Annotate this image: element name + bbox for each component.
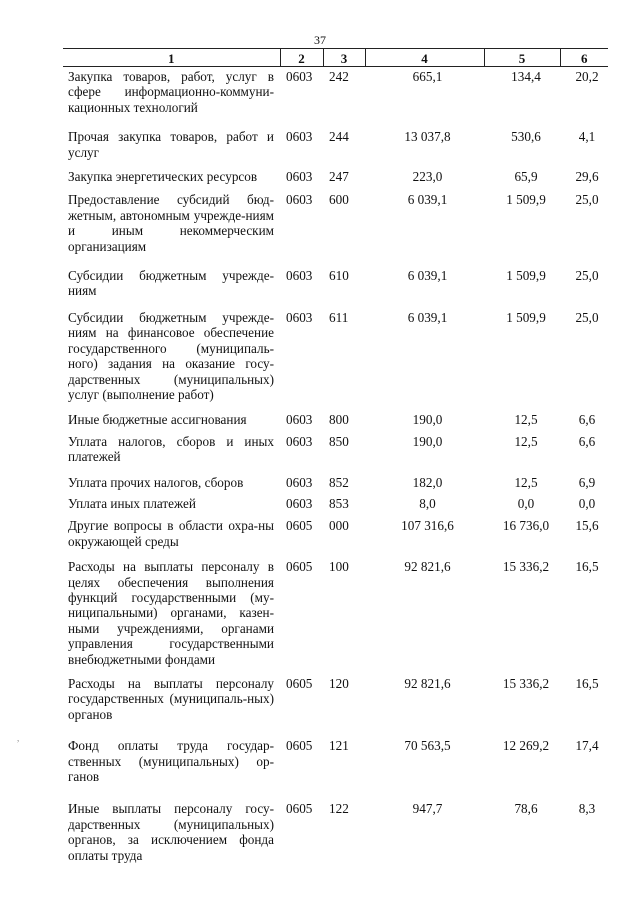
row-name-cell: Прочая закупка товаров, работ и услуг	[68, 129, 274, 160]
table-row	[63, 127, 608, 167]
row-expense-code: 853	[329, 495, 349, 511]
row-percent-value: 25,0	[575, 192, 599, 208]
row-actual-value: 12 269,2	[502, 738, 550, 754]
row-section-code: 0605	[286, 801, 313, 817]
row-percent-value: 29,6	[575, 169, 599, 185]
row-plan-value: 8,0	[419, 495, 436, 511]
row-name-cell: Уплата иных платежей	[68, 495, 196, 511]
row-plan-value: 92 821,6	[404, 676, 451, 691]
row-section-code: 0603	[286, 474, 313, 490]
row-name-cell: Субсидии бюджетным учрежде-ниям на финансовое обеспечение государственного (муниципаль-ного) задания на оказание госу-дарственных (муниципальных) услуг (выполнение работ)	[68, 309, 274, 402]
row-plan-value: 182,0	[412, 474, 443, 490]
row-actual-value: 1 509,9	[506, 192, 546, 208]
row-percent-value: 25,0	[575, 268, 599, 284]
table-row	[63, 799, 608, 863]
row-expense-code: 800	[329, 412, 349, 428]
row-percent-value: 4,1	[578, 129, 596, 145]
row-percent-value: 0,0	[578, 495, 596, 511]
header-col-5: 5	[484, 49, 560, 67]
row-actual-value: 12,5	[514, 433, 538, 449]
table-row	[63, 516, 608, 557]
row-expense-code: 244	[329, 129, 349, 145]
header-col-1: 1	[63, 49, 280, 67]
row-percent-value: 6,9	[578, 474, 596, 490]
table-row	[63, 494, 608, 516]
row-section-code: 0603	[286, 495, 313, 511]
row-expense-code: 242	[329, 69, 349, 84]
row-actual-value: 16 736,0	[502, 518, 550, 534]
row-section-code: 0603	[286, 69, 313, 84]
table-row	[63, 473, 608, 494]
row-expense-code: 000	[329, 518, 349, 534]
row-plan-value: 92 821,6	[404, 559, 451, 575]
row-actual-value: 65,9	[514, 169, 538, 185]
row-expense-code: 600	[329, 192, 349, 208]
row-actual-value: 530,6	[511, 129, 541, 145]
row-actual-value: 15 336,2	[502, 676, 550, 691]
row-plan-value: 70 563,5	[404, 738, 451, 754]
row-plan-value: 665,1	[412, 69, 443, 84]
budget-table	[63, 48, 608, 863]
row-name-cell: Фонд оплаты труда государ-ственных (муниципальных) ор-ганов	[68, 738, 274, 785]
row-section-code: 0603	[286, 309, 313, 325]
row-actual-value: 1 509,9	[506, 309, 546, 325]
row-name-cell: Закупка энергетических ресурсов	[68, 169, 258, 185]
row-section-code: 0603	[286, 129, 313, 145]
table-row	[63, 167, 608, 190]
row-name-cell: Субсидии бюджетным учрежде-ниям	[68, 268, 274, 299]
row-percent-value: 6,6	[578, 412, 596, 428]
row-expense-code: 120	[329, 676, 349, 691]
row-actual-value: 12,5	[514, 412, 538, 428]
row-plan-value: 223,0	[412, 169, 443, 185]
row-plan-value: 13 037,8	[404, 129, 451, 145]
row-percent-value: 16,5	[575, 559, 599, 575]
row-plan-value: 190,0	[412, 412, 443, 428]
table-row	[63, 557, 608, 674]
row-plan-value: 107 316,6	[401, 518, 454, 534]
row-expense-code: 247	[329, 169, 349, 185]
row-actual-value: 12,5	[514, 474, 538, 490]
header-col-6: 6	[560, 49, 608, 67]
table-row	[63, 190, 608, 266]
row-expense-code: 850	[329, 433, 349, 449]
row-percent-value: 8,3	[578, 801, 596, 817]
row-actual-value: 78,6	[514, 801, 538, 817]
header-row	[63, 49, 608, 67]
header-col-4: 4	[365, 49, 484, 67]
row-percent-value: 25,0	[575, 309, 599, 325]
row-section-code: 0605	[286, 676, 313, 691]
row-expense-code: 100	[329, 559, 349, 575]
row-name-cell: Другие вопросы в области охра-ны окружающей среды	[68, 518, 274, 549]
table-row	[63, 432, 608, 473]
row-actual-value: 1 509,9	[506, 268, 546, 284]
header-col-3: 3	[323, 49, 365, 67]
row-name-cell: Предоставление субсидий бюд-жетным, автономным учрежде-ниям и иным некоммерческим организациям	[68, 192, 274, 254]
row-name-cell: Уплата налогов, сборов и иных платежей	[68, 433, 274, 465]
margin-mark: ,	[17, 733, 20, 743]
budget-table-container	[63, 48, 608, 863]
table-body	[63, 67, 608, 864]
row-actual-value: 134,4	[511, 69, 541, 84]
header-col-2: 2	[280, 49, 323, 67]
page-number: 37	[314, 33, 326, 47]
row-name-cell: Расходы на выплаты персоналу государственных (муниципаль-ных) органов	[68, 676, 274, 722]
table-row	[63, 736, 608, 799]
row-section-code: 0605	[286, 738, 313, 754]
row-expense-code: 610	[329, 268, 349, 284]
row-percent-value: 17,4	[575, 738, 599, 754]
row-name-cell: Иные выплаты персоналу госу-дарственных (муниципальных) органов, за исключением фонда оплаты труда	[68, 801, 274, 863]
row-percent-value: 6,6	[578, 433, 596, 449]
row-expense-code: 122	[329, 801, 349, 817]
row-percent-value: 20,2	[575, 69, 599, 84]
table-row	[63, 67, 608, 128]
table-row	[63, 410, 608, 431]
row-name-cell: Иные бюджетные ассигнования	[68, 412, 247, 428]
row-name-cell: Закупка товаров, работ, услуг в сфере информационно-коммуни-кационных технологий	[68, 69, 274, 115]
row-plan-value: 947,7	[412, 801, 443, 817]
table-row	[63, 266, 608, 308]
row-percent-value: 15,6	[575, 518, 599, 534]
row-plan-value: 6 039,1	[407, 268, 448, 284]
row-section-code: 0603	[286, 433, 313, 449]
table-row	[63, 308, 608, 410]
row-actual-value: 0,0	[517, 495, 535, 511]
row-section-code: 0605	[286, 559, 313, 575]
row-section-code: 0603	[286, 412, 313, 428]
row-section-code: 0603	[286, 192, 313, 208]
row-plan-value: 6 039,1	[407, 192, 448, 208]
row-name-cell: Уплата прочих налогов, сборов	[68, 474, 244, 490]
row-section-code: 0603	[286, 169, 313, 185]
row-section-code: 0605	[286, 518, 313, 534]
row-actual-value: 15 336,2	[502, 559, 550, 575]
row-percent-value: 16,5	[575, 676, 599, 691]
table-row	[63, 674, 608, 736]
row-plan-value: 190,0	[412, 433, 443, 449]
row-expense-code: 852	[329, 474, 349, 490]
row-expense-code: 121	[329, 738, 349, 754]
row-expense-code: 611	[329, 309, 349, 325]
row-name-cell: Расходы на выплаты персоналу в целях обеспечения выполнения функций государственными (му-ниципальными) органами, казен-ными учреждениями, органами управления государственными внебюджетными фондами	[68, 559, 274, 667]
row-section-code: 0603	[286, 268, 313, 284]
row-plan-value: 6 039,1	[407, 309, 448, 325]
